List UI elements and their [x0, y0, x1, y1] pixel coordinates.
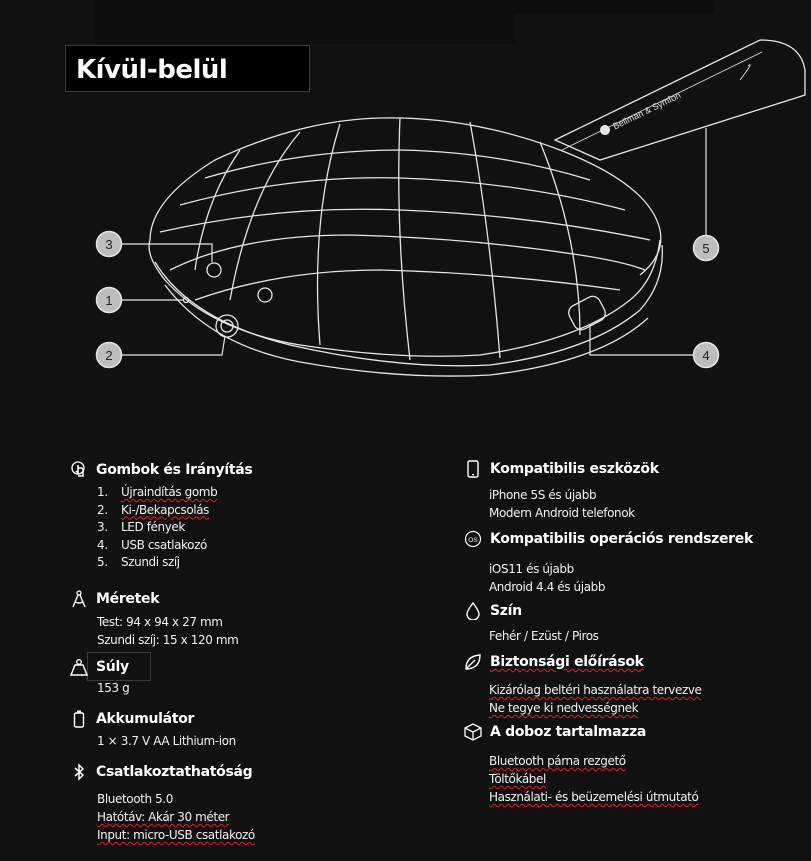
text-line: Test: 94 x 94 x 27 mm: [97, 615, 223, 629]
pillow-top-outline: [150, 118, 661, 275]
text-line: Input: micro-USB csatlakozó: [97, 828, 255, 842]
section-connectivity: [70, 762, 255, 844]
section-title: Szín: [490, 603, 522, 619]
text-line: Ne tegye ki nedvességnek: [489, 701, 639, 715]
strap-brand-text: Bellman & Symfon: [611, 90, 683, 132]
svg-text:4: 4: [702, 348, 710, 363]
callout-1: [97, 288, 122, 313]
text-line: Használati- és beüzemelési útmutató: [489, 790, 699, 804]
box-icon: [464, 723, 482, 741]
section-os: [464, 529, 753, 596]
section-title: Akkumulátor: [96, 711, 195, 727]
page-title: Kívül-belül: [76, 55, 228, 85]
svg-text:1: 1: [105, 293, 113, 308]
section-title: Biztonsági előírások: [490, 654, 644, 670]
section-title: Súly: [96, 659, 129, 675]
section-title: Kompatibilis operációs rendszerek: [490, 531, 753, 547]
text-line: Szundi szíj: 15 x 120 mm: [97, 633, 239, 647]
touch-icon: [70, 461, 88, 479]
svg-text:OS: OS: [468, 537, 478, 544]
os-icon: [464, 530, 482, 548]
section-title: Csatlakoztathatóság: [96, 764, 253, 780]
svg-text:2: 2: [105, 348, 113, 363]
compass-icon: [70, 590, 88, 608]
callout-2: [97, 343, 122, 368]
section-title: A doboz tartalmazza: [490, 724, 647, 740]
weight-icon: [70, 658, 88, 676]
section-title: Méretek: [96, 591, 160, 607]
section-color: [464, 601, 599, 645]
svg-text:3: 3: [105, 237, 113, 252]
section-box-contents: [464, 722, 698, 806]
bluetooth-icon: [70, 763, 88, 781]
list-item: 4. USB csatlakozó: [97, 537, 207, 552]
text-line: Bluetooth 5.0: [97, 792, 173, 806]
section-title: Kompatibilis eszközök: [490, 461, 659, 477]
section-buttons: [70, 460, 252, 572]
callout-3: [97, 232, 122, 257]
list-item: 3. LED fények: [97, 520, 185, 534]
leaf-icon: [464, 653, 482, 671]
text-line: iOS11 és újabb: [489, 562, 574, 576]
list-item: 1. Újraindítás gomb: [97, 485, 218, 499]
svg-text:5: 5: [702, 241, 710, 256]
text-line: Töltőkábel: [489, 772, 546, 786]
section-dimensions: [70, 589, 238, 649]
list-item: 2. Ki-/Bekapcsolás: [97, 502, 210, 517]
text-line: Hatótáv: Akár 30 méter: [97, 810, 230, 824]
phone-icon: [464, 460, 482, 478]
text-line: Modern Android telefonok: [489, 506, 635, 520]
text-line: Fehér / Ezüst / Piros: [489, 629, 599, 643]
text-line: Android 4.4 és újabb: [489, 580, 606, 594]
battery-icon: [70, 710, 88, 728]
callout-4: [694, 343, 719, 368]
drop-icon: [464, 602, 482, 620]
text-line: Kizárólag beltéri használatra tervezve: [489, 683, 702, 697]
section-safety: [464, 652, 702, 717]
list-item: 5. Szundi szíj: [97, 555, 180, 569]
section-battery: [70, 709, 236, 750]
text-line: 153 g: [97, 681, 130, 695]
text-line: 1 × 3.7 V AA Lithium-ion: [97, 734, 236, 748]
section-devices: [464, 459, 659, 522]
section-title: Gombok és Irányítás: [96, 462, 253, 478]
product-illustration: [0, 0, 811, 430]
section-weight: [70, 657, 129, 697]
callout-5: [694, 236, 719, 261]
text-line: iPhone 5S és újabb: [489, 488, 597, 502]
text-line: Bluetooth párna rezgető: [489, 754, 626, 768]
